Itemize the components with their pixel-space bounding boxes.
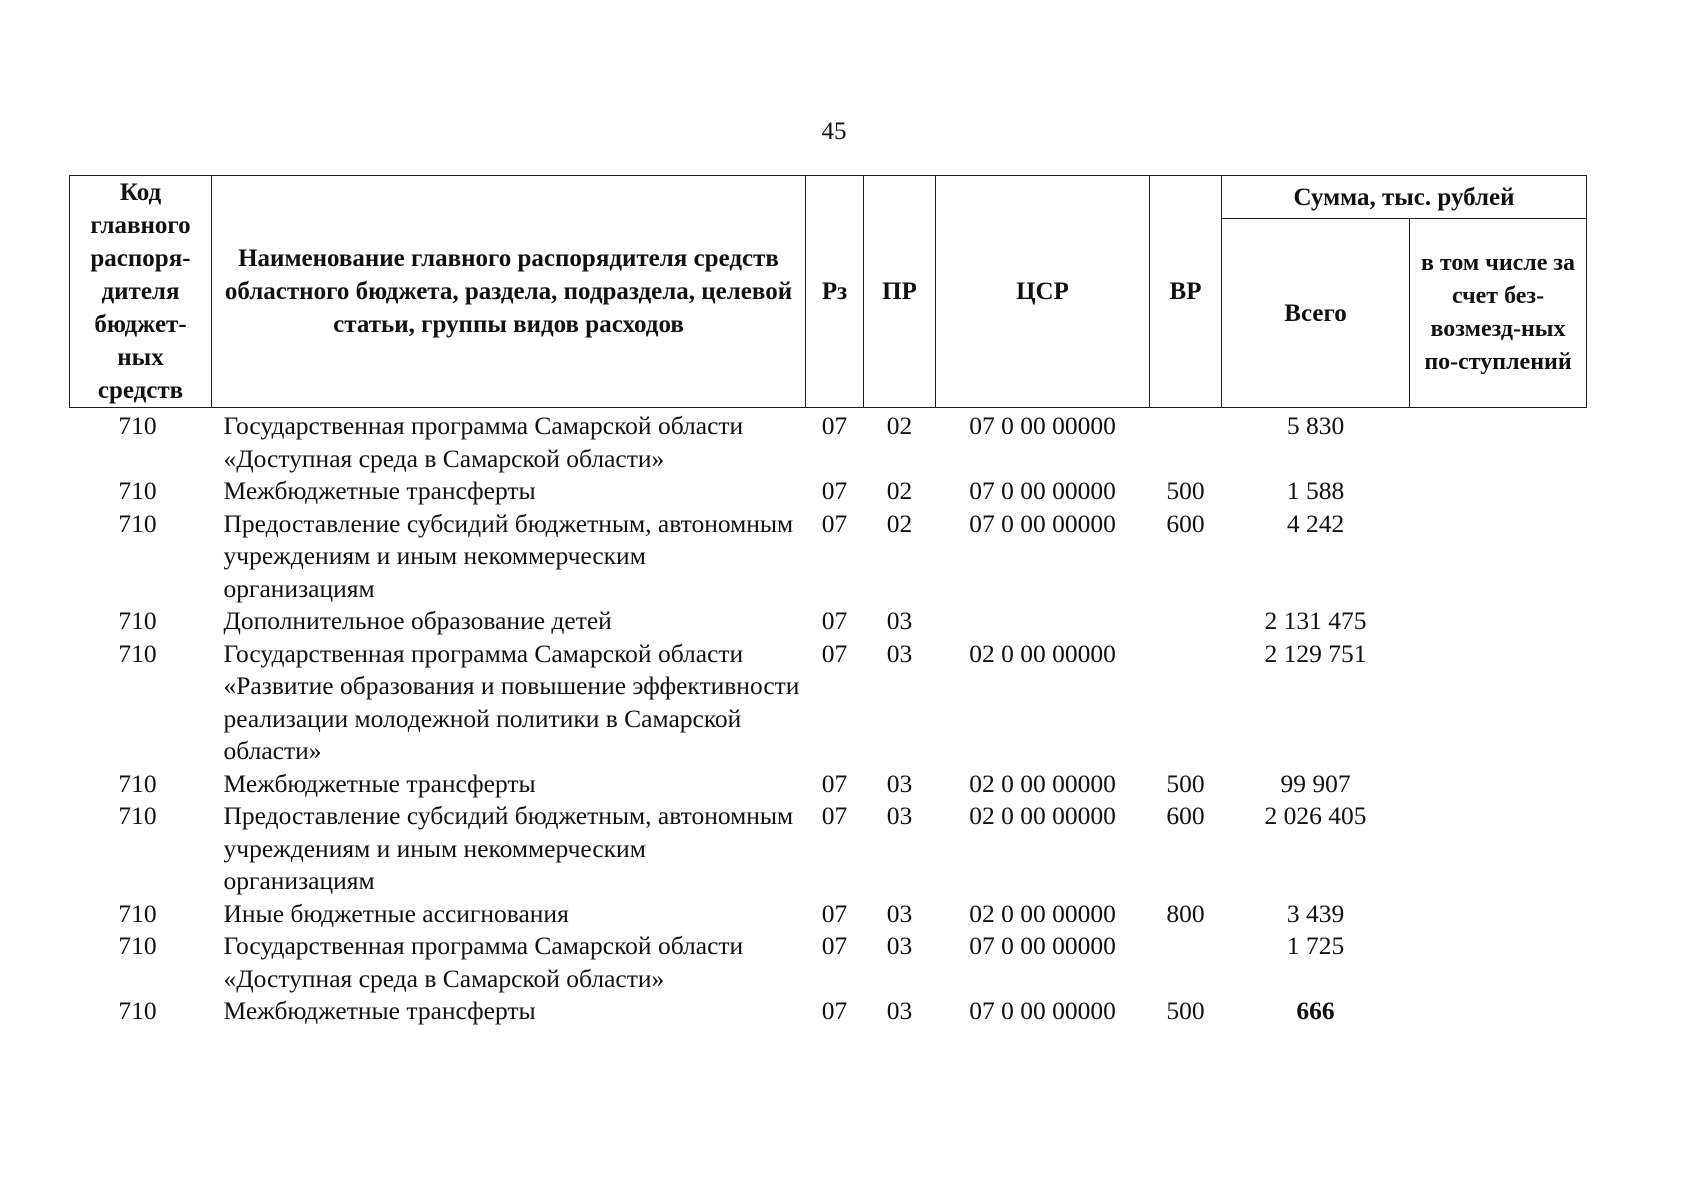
row-pr: 03	[886, 638, 913, 668]
row-csr: 02 0 00 00000	[969, 898, 1116, 928]
row-pr: 02	[886, 476, 913, 505]
row-vr: 500	[1166, 476, 1205, 505]
table-row	[70, 800, 1587, 898]
row-vr	[1150, 638, 1222, 768]
row-code: 710	[118, 801, 157, 830]
row-code: 710	[118, 508, 157, 538]
table-row	[70, 508, 1587, 606]
row-total: 2 129 751	[1264, 638, 1367, 668]
header-total: Всего	[1222, 219, 1410, 408]
row-rz: 07	[821, 898, 848, 928]
row-pr: 02	[886, 508, 913, 538]
row-total: 1 588	[1286, 476, 1345, 505]
row-rz: 07	[821, 508, 848, 538]
row-code: 710	[118, 476, 157, 505]
budget-table	[69, 175, 1587, 1028]
row-csr: 07 0 00 00000	[969, 508, 1116, 538]
row-name: Государственная программа Самарской области «Доступная среда в Самарской области»	[223, 411, 744, 473]
row-rz: 07	[821, 931, 848, 960]
row-free	[1410, 898, 1587, 931]
row-total: 666	[1296, 996, 1335, 1025]
row-csr: 07 0 00 00000	[969, 996, 1116, 1025]
row-csr: 02 0 00 00000	[969, 638, 1116, 668]
row-free	[1410, 605, 1587, 638]
row-free	[1410, 995, 1587, 1028]
row-code: 710	[118, 996, 157, 1025]
row-rz: 07	[821, 476, 848, 505]
page-number: 45	[821, 118, 847, 145]
header-code: Код главного распоря-дителя бюджет-ных средств	[70, 176, 212, 408]
row-rz: 07	[821, 801, 848, 830]
table-row	[70, 768, 1587, 801]
row-name: Дополнительное образование детей	[223, 606, 612, 635]
row-rz: 07	[821, 996, 848, 1025]
row-name: Иные бюджетные ассигнования	[223, 898, 569, 928]
row-free	[1410, 508, 1587, 606]
row-vr: 600	[1166, 508, 1205, 538]
row-csr: 02 0 00 00000	[969, 801, 1116, 830]
row-total: 1 725	[1286, 931, 1345, 960]
row-pr: 02	[886, 411, 913, 440]
row-free	[1410, 475, 1587, 508]
row-total: 5 830	[1286, 411, 1345, 440]
row-vr: 800	[1166, 898, 1205, 928]
row-csr: 02 0 00 00000	[969, 768, 1116, 798]
header-csr: ЦСР	[936, 176, 1150, 408]
row-pr: 03	[886, 931, 913, 960]
row-code: 710	[118, 638, 157, 668]
row-vr: 500	[1166, 996, 1205, 1025]
row-vr: 600	[1166, 801, 1205, 830]
row-total: 2 026 405	[1264, 801, 1367, 830]
row-name: Государственная программа Самарской области «Доступная среда в Самарской области»	[223, 931, 744, 993]
table-row	[70, 408, 1587, 476]
row-code: 710	[118, 606, 157, 635]
header-name: Наименование главного распорядителя средств областного бюджета, раздела, подраздела, целевой статьи, группы видов расходов	[212, 176, 806, 408]
row-pr: 03	[886, 996, 913, 1025]
row-vr: 500	[1166, 768, 1205, 798]
row-free	[1410, 768, 1587, 801]
row-pr: 03	[886, 768, 913, 798]
table-row	[70, 898, 1587, 931]
row-rz: 07	[821, 606, 848, 635]
header-pr: ПР	[864, 176, 936, 408]
row-rz: 07	[821, 768, 848, 798]
table-header	[70, 176, 1587, 408]
row-code: 710	[118, 898, 157, 928]
row-free	[1410, 800, 1587, 898]
row-name: Межбюджетные трансферты	[223, 996, 536, 1025]
row-free	[1410, 408, 1587, 476]
row-name: Межбюджетные трансферты	[223, 768, 536, 798]
row-rz: 07	[821, 638, 848, 668]
row-pr: 03	[886, 606, 913, 635]
row-total: 99 907	[1280, 768, 1351, 798]
row-pr: 03	[886, 898, 913, 928]
row-vr	[1150, 605, 1222, 638]
table-row	[70, 638, 1587, 768]
row-csr: 07 0 00 00000	[969, 476, 1116, 505]
row-vr	[1150, 408, 1222, 476]
row-vr	[1150, 930, 1222, 995]
header-sum-group: Сумма, тыс. рублей	[1222, 176, 1587, 219]
header-rz: Рз	[806, 176, 864, 408]
row-csr: 07 0 00 00000	[969, 931, 1116, 960]
row-pr: 03	[886, 801, 913, 830]
row-csr: 07 0 00 00000	[969, 411, 1116, 440]
table-row	[70, 605, 1587, 638]
row-name: Межбюджетные трансферты	[223, 476, 536, 505]
row-total: 3 439	[1286, 898, 1345, 928]
row-code: 710	[118, 411, 157, 440]
row-free	[1410, 638, 1587, 768]
row-total: 2 131 475	[1264, 606, 1367, 635]
row-name: Предоставление субсидий бюджетным, автономным учреждениям и иным некоммерческим организациям	[223, 801, 794, 895]
row-code: 710	[118, 931, 157, 960]
table-row	[70, 475, 1587, 508]
table-row	[70, 930, 1587, 995]
table-row	[70, 995, 1587, 1028]
row-free	[1410, 930, 1587, 995]
row-name: Предоставление субсидий бюджетным, автономным учреждениям и иным некоммерческим организациям	[223, 508, 794, 603]
row-total: 4 242	[1286, 508, 1345, 538]
row-rz: 07	[821, 411, 848, 440]
header-free: в том числе за счет без-возмезд-ных по-ступлений	[1410, 219, 1587, 408]
row-name: Государственная программа Самарской области «Развитие образования и повышение эффективности реализации молодежной политики в Самарской области»	[223, 638, 800, 765]
row-code: 710	[118, 768, 157, 798]
table-body	[70, 408, 1587, 1028]
header-vr: ВР	[1150, 176, 1222, 408]
row-csr	[936, 605, 1150, 638]
